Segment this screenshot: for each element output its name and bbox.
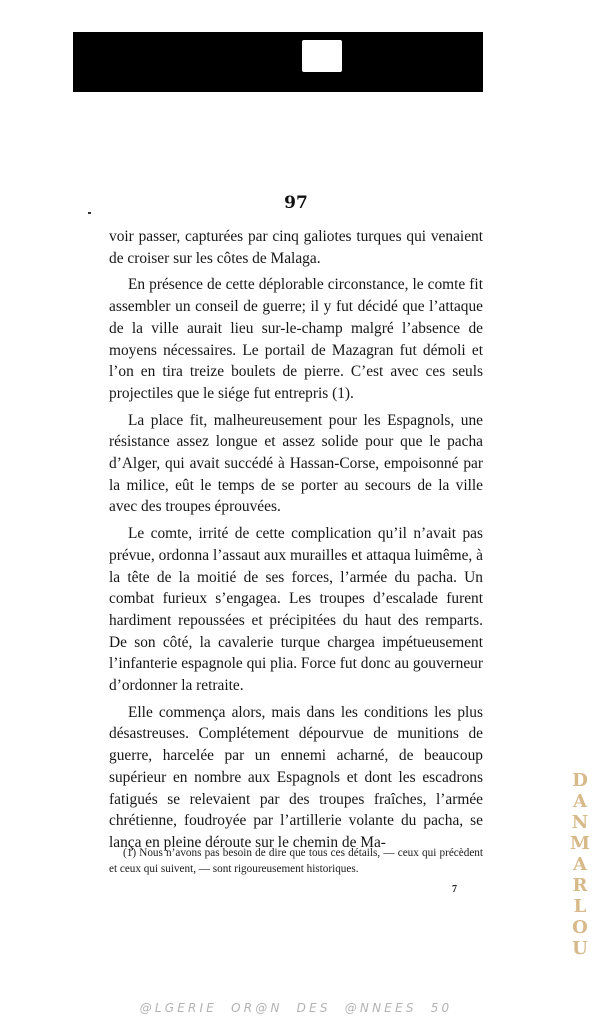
watermark-letter: R bbox=[572, 875, 588, 896]
paragraph-1: voir passer, capturées par cinq galiotes turques qui venaient de croiser sur les côtes de Malaga. bbox=[109, 228, 483, 267]
watermark-letter: U bbox=[572, 938, 588, 959]
footer-watermark: @LGERIE OR@N DES @NNEES 50 bbox=[139, 1001, 453, 1015]
footnote: (1) Nous n’avons pas besoin de dire que tous ces détails, — ceux qui précèdent et ceux qui suivent, — sont rigoureusement historiques. bbox=[109, 847, 483, 875]
page-number: 97 bbox=[284, 193, 308, 213]
paragraph-5: Elle commença alors, mais dans les conditions les plus désastreuses. Complétement dépourvue de munitions de guerre, harcelée par un ennemi acharné, de beaucoup supérieur en nombre aux Espagnols et dont les escadrons fatigués se relevaient par des troupes fraîches, l’armée chrétienne, foudroyée par l’artillerie volante du pacha, se lança en pleine déroute sur le chemin de Ma- bbox=[109, 703, 483, 851]
watermark-letter: D bbox=[572, 770, 588, 791]
redaction-notch bbox=[302, 40, 342, 72]
body-text bbox=[109, 226, 483, 859]
watermark-letter: A bbox=[573, 791, 587, 812]
print-speck bbox=[88, 212, 91, 214]
paragraph-2: En présence de cette déplorable circonstance, le comte fit assembler un conseil de guerre; il y fut décidé que l’attaque de la ville aurait lieu sur-le-champ malgré l’absence de moyens nécessaires. Le portail de Mazagran fut démoli et l’on en tira treize boulets de pierre. C’est avec ces seuls projectiles que le siége fut entrepris (1). bbox=[109, 276, 483, 402]
signature-mark: 7 bbox=[452, 884, 457, 895]
watermark-letter: M bbox=[570, 833, 590, 854]
watermark-letter: L bbox=[573, 896, 587, 917]
redaction-block bbox=[73, 32, 483, 92]
paragraph-4: Le comte, irrité de cette complication qu’il n’avait pas prévue, ordonna l’assaut aux murailles et attaqua luimême, à la tête de la moitié de ses forces, l’armée du pacha. Un combat furieux s’engagea. Les troupes d’escalade furent hardiment repoussées et précipitées du haut des remparts. De son côté, la cavalerie turque chargea impétueusement l’infanterie espagnole qui plia. Force fut donc au gouverneur d’ordonner la retraite. bbox=[109, 525, 483, 695]
paragraph-3: La place fit, malheureusement pour les Espagnols, une résistance assez longue et assez solide pour que le pacha d’Alger, qui avait succédé à Hassan-Corse, empoisonné par la milice, eût le temps de se porter au secours de la ville avec des troupes éprouvées. bbox=[109, 411, 483, 516]
watermark-letter: A bbox=[573, 854, 587, 875]
vertical-watermark bbox=[568, 770, 592, 990]
watermark-letter: N bbox=[571, 812, 589, 833]
watermark-letter: O bbox=[572, 917, 588, 938]
